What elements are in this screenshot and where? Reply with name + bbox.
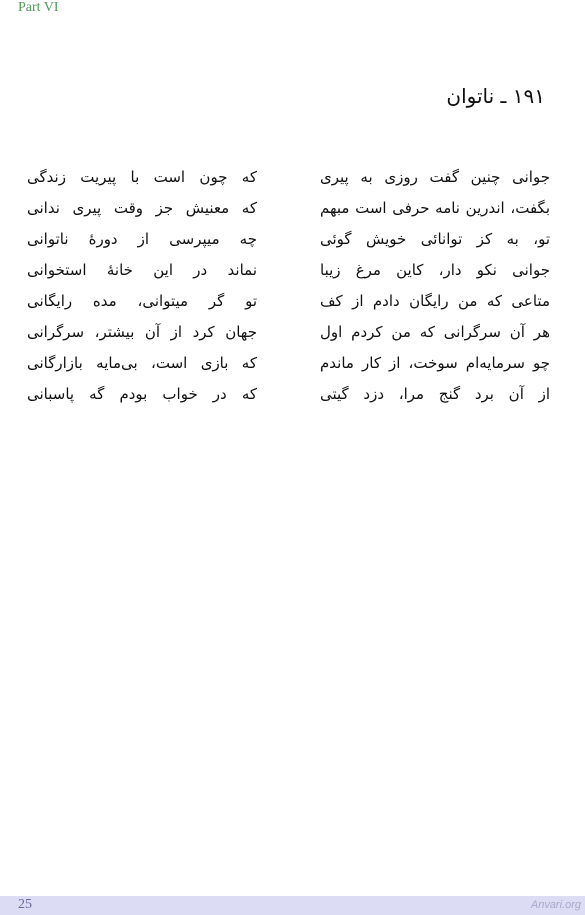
verse-line: که بازی است، بی‌مایه بازارگانی — [27, 354, 257, 372]
part-label: Part VI — [18, 0, 59, 15]
verse-line: چو سرمایه‌ام سوخت، از کار ماندم — [320, 354, 550, 372]
page-number: 25 — [18, 897, 32, 912]
verse-line: تو، به کز توانائی خویش گوئی — [320, 230, 550, 248]
verse-line: نماند در این خانهٔ استخوانی — [27, 261, 257, 279]
site-watermark: Anvari.org — [530, 899, 581, 911]
verse-line: تو گر میتوانی، مده رایگانی — [27, 292, 257, 310]
verse-line: چه میپرسی از دورهٔ ناتوانی — [27, 230, 257, 248]
verse-line: متاعی که من رایگان دادم از کف — [320, 292, 550, 310]
verse-line: از آن برد گنج مرا، دزد گیتی — [320, 385, 550, 403]
verse-line: که معنیش جز وقت پیری ندانی — [27, 199, 257, 217]
verse-line: جوانی چنین گفت روزی به پیری — [320, 168, 550, 186]
page-footer — [0, 896, 585, 915]
verse-line: بگفت، اندرین نامه حرفی است مبهم — [320, 199, 550, 217]
verse-column-left — [27, 162, 257, 410]
verse-line: هر آن سرگرانی که من کردم اول — [320, 323, 550, 341]
verse-line: که در خواب بودم گه پاسبانی — [27, 385, 257, 403]
verse-line: جوانی نکو دار، کاین مرغ زیبا — [320, 261, 550, 279]
verse-column-right — [320, 162, 550, 410]
verse-line: که چون است با پیریت زندگی — [27, 168, 257, 186]
poem-title: ۱۹۱ ـ ناتوان — [446, 84, 545, 108]
verse-line: جهان کرد از آن بیشتر، سرگرانی — [27, 323, 257, 341]
